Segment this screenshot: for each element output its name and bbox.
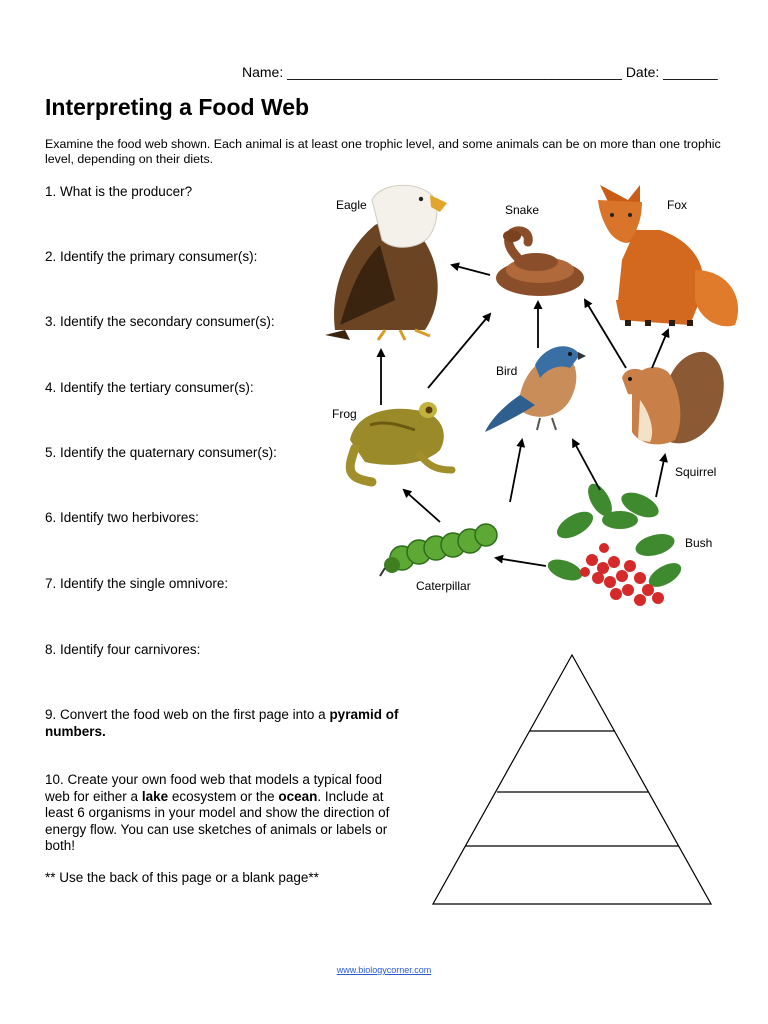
label-snake: Snake	[505, 203, 540, 217]
question-3: 3. Identify the secondary consumer(s):	[45, 314, 275, 329]
squirrel-illustration	[622, 352, 724, 445]
question-4: 4. Identify the tertiary consumer(s):	[45, 380, 254, 395]
label-caterpillar: Caterpillar	[416, 579, 471, 593]
question-7: 7. Identify the single omnivore:	[45, 576, 229, 591]
bird-illustration	[485, 346, 586, 432]
snake-illustration	[496, 230, 584, 296]
question-8: 8. Identify four carnivores:	[45, 642, 201, 657]
label-squirrel: Squirrel	[675, 465, 717, 479]
pyramid-of-numbers	[433, 655, 711, 904]
label-bird: Bird	[496, 364, 518, 378]
name-date-line[interactable]: Name: ___________________________________________ Date: _______	[242, 64, 718, 80]
label-frog: Frog	[332, 407, 357, 421]
question-10: 10. Create your own food web that models a typical food web for either a lake ecosystem or the ocean. Include at least 6 organisms in your model and show the direction of energy flow. You can use sketches of animals or labels or both!	[45, 772, 390, 853]
back-page-note: ** Use the back of this page or a blank page**	[45, 870, 319, 885]
label-bush: Bush	[685, 536, 713, 550]
question-5: 5. Identify the quaternary consumer(s):	[45, 445, 277, 460]
question-6: 6. Identify two herbivores:	[45, 510, 199, 525]
question-1: 1. What is the producer?	[45, 184, 193, 199]
intro-text: Examine the food web shown. Each animal is at least one trophic level, and some animals can be on more than one trophic level, depending on their diets.	[45, 137, 721, 166]
label-eagle: Eagle	[336, 198, 367, 212]
question-9: 9. Convert the food web on the first page into a pyramid of numbers.	[45, 707, 399, 739]
bush-illustration	[545, 480, 685, 606]
label-fox: Fox	[667, 198, 688, 212]
question-2: 2. Identify the primary consumer(s):	[45, 249, 258, 264]
footer	[0, 965, 768, 975]
footer-link[interactable]: www.biologycorner.com	[336, 965, 432, 975]
caterpillar-illustration	[380, 524, 497, 576]
frog-illustration	[350, 402, 452, 482]
page-title: Interpreting a Food Web	[45, 94, 310, 120]
